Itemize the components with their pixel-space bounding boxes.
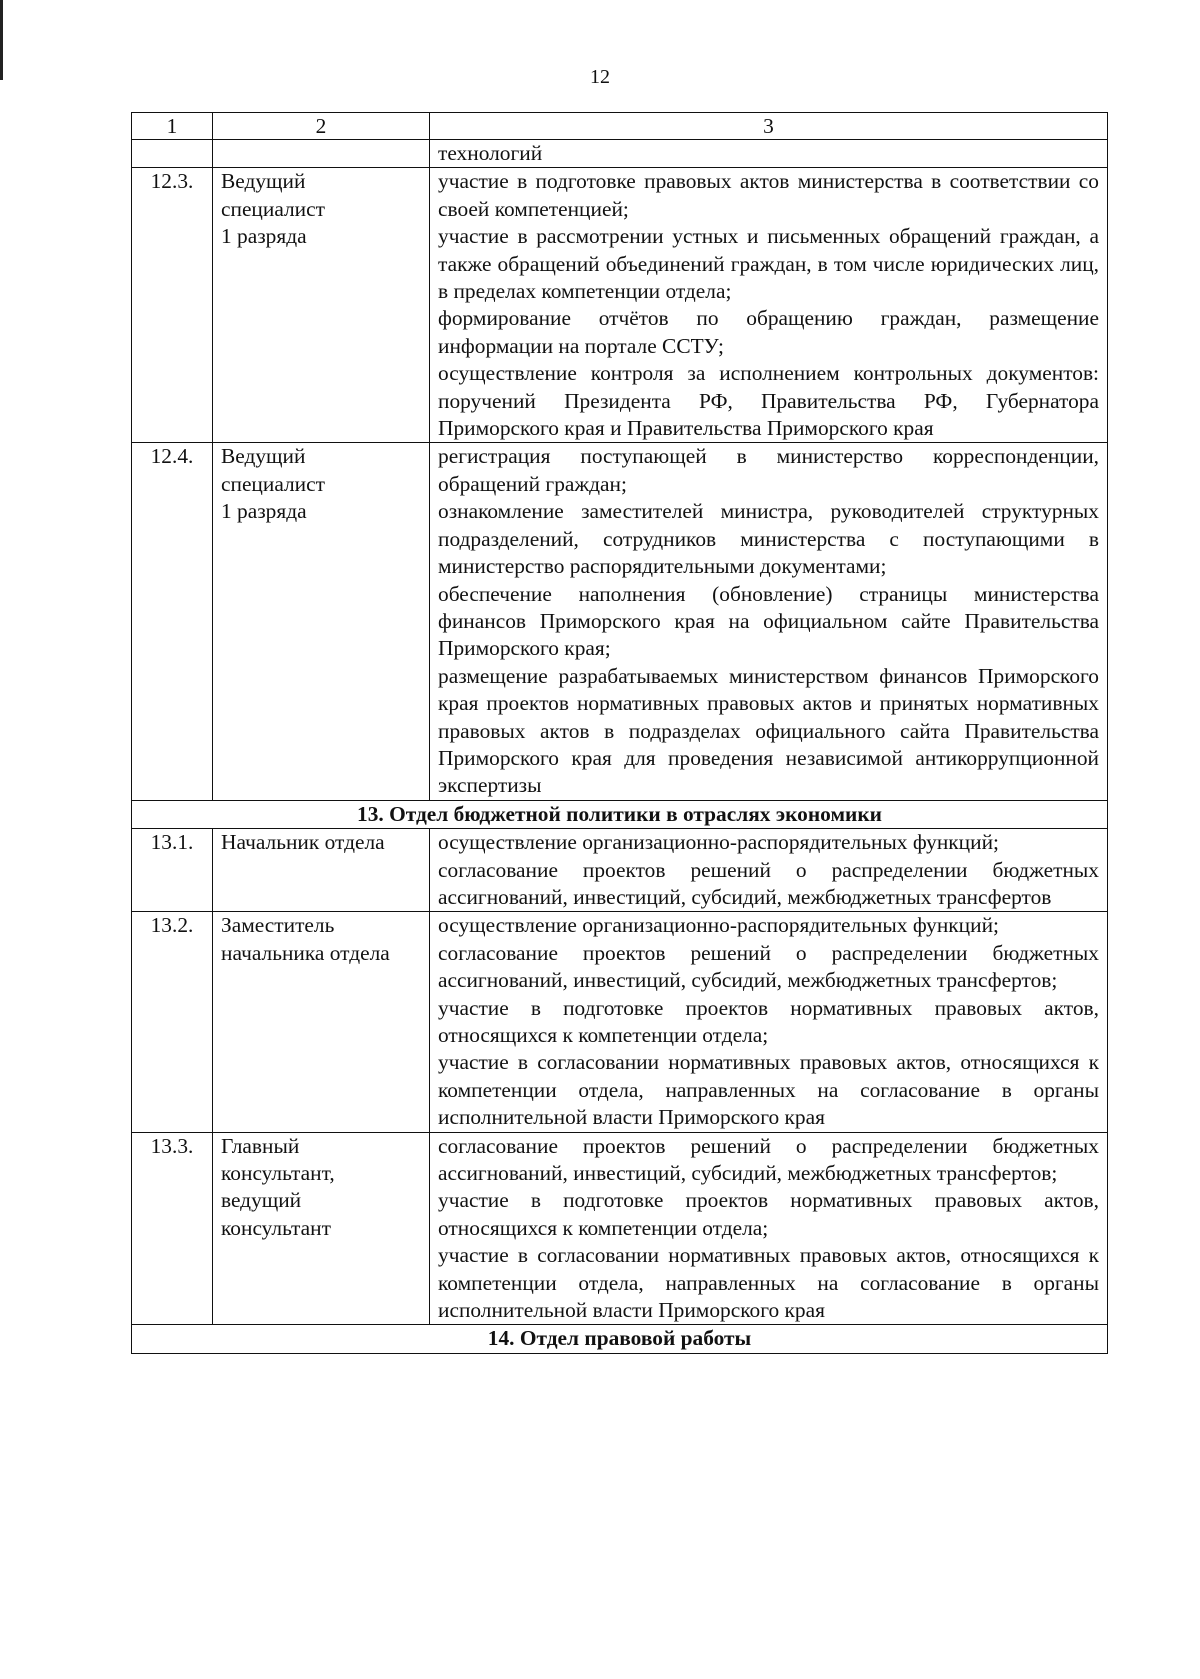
table-row [132,912,1108,1132]
position-cell: Ведущий специалист 1 разряда [213,443,430,800]
page-number: 12 [590,66,610,88]
position-cell: Начальник отдела [213,829,430,912]
position-cell: Заместитель начальника отдела [213,912,430,1132]
table-header-row [132,113,1108,140]
table-row [132,168,1108,443]
table-row [132,1132,1108,1325]
duties-table [131,112,1108,1354]
duties-cell: согласование проектов решений о распределении бюджетных ассигнований, инвестиций, субсидий, межбюджетных трансфертов; участие в подготовке проектов нормативных правовых актов, относящихся к компетенции отдела; участие в согласовании нормативных правовых актов, относящихся к компетенции отдела, направленных на согласование в органы исполнительной власти Приморского края [430,1132,1108,1325]
duties-cell: осуществление организационно-распорядительных функций; согласование проектов решений о распределении бюджетных ассигнований, инвестиций, субсидий, межбюджетных трансфертов [430,829,1108,912]
duties-cell: участие в подготовке правовых актов министерства в соответствии со своей компетенцией; участие в рассмотрении устных и письменных обращений граждан, а также обращений объединений граждан, в том числе юридических лиц, в пределах компетенции отдела; формирование отчётов по обращению граждан, размещение информации на портале ССТУ; осуществление контроля за исполнением контрольных документов: поручений Президента РФ, Правительства РФ, Губернатора Приморского края и Правительства Приморского края [430,168,1108,443]
continuation-row [132,140,1108,168]
row-number: 13.1. [132,829,213,912]
row-number: 12.4. [132,443,213,800]
row-number: 13.3. [132,1132,213,1325]
table-row [132,443,1108,800]
duties-cell: регистрация поступающей в министерство корреспонденции, обращений граждан; ознакомление заместителей министра, руководителей структурных подразделений, сотрудников министерства с поступающими в министерство распорядительными документами; обеспечение наполнения (обновление) страницы министерства финансов Приморского края на официальном сайте Правительства Приморского края; размещение разрабатываемых министерством финансов Приморского края проектов нормативных правовых актов и принятых нормативных правовых актов в подразделах официального сайта Правительства Приморского края для проведения независимой антикоррупционной экспертизы [430,443,1108,800]
position-cell: Ведущий специалист 1 разряда [213,168,430,443]
row-number: 12.3. [132,168,213,443]
duties-cell: осуществление организационно-распорядительных функций; согласование проектов решений о распределении бюджетных ассигнований, инвестиций, субсидий, межбюджетных трансфертов; участие в подготовке проектов нормативных правовых актов, относящихся к компетенции отдела; участие в согласовании нормативных правовых актов, относящихся к компетенции отдела, направленных на согласование в органы исполнительной власти Приморского края [430,912,1108,1132]
row-number: 13.2. [132,912,213,1132]
section-13-title: 13. Отдел бюджетной политики в отраслях экономики [132,800,1108,828]
continuation-text: технологий [430,140,1108,168]
header-col-3: 3 [430,113,1108,140]
header-col-2: 2 [213,113,430,140]
header-col-1: 1 [132,113,213,140]
table-row [132,829,1108,912]
position-cell: Главный консультант, ведущий консультант [213,1132,430,1325]
section-14-title: 14. Отдел правовой работы [132,1325,1108,1353]
section-header-row [132,1325,1108,1353]
section-header-row [132,800,1108,828]
